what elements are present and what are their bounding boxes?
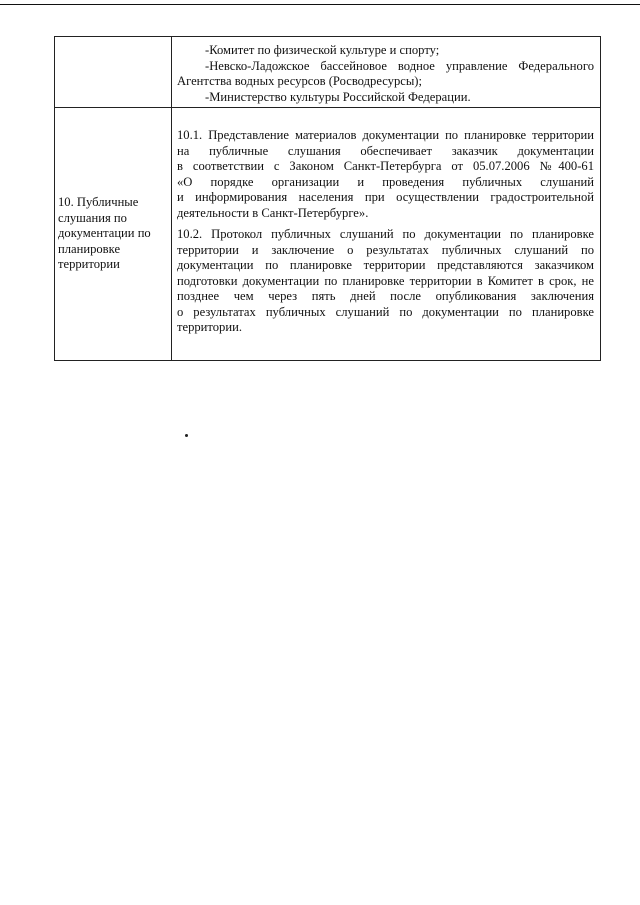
paragraph-line: и информирования населения при осуществлении градостроительной: [177, 190, 594, 204]
list-item-water-agency: -Невско-Ладожское бассейновое водное управление Федерального: [205, 58, 594, 73]
row-label-line: документации по: [58, 226, 151, 241]
paragraph-line: на публичные слушания обеспечивает заказчик документации: [177, 143, 594, 158]
paragraph-line: деятельности в Санкт-Петербурге».: [177, 205, 369, 220]
paragraph-line: территории и заключение о результатах публичных слушаний по: [177, 242, 594, 257]
list-item-water-agency-cont: Агентства водных ресурсов (Росводресурсы);: [177, 74, 422, 88]
paragraph-line: «О порядке организации и проведения публичных слушаний: [177, 174, 594, 189]
paragraph-line: подготовки документации по планировке территории в Комитет в срок, не: [177, 273, 594, 288]
paragraph-line: позднее чем через пять дней после опубликования заключения: [177, 289, 594, 303]
table-row: [55, 37, 601, 108]
paragraph-line: документации по планировке территории представляются заказчиком: [177, 258, 594, 272]
paragraph-line: 10.2. Протокол публичных слушаний по документации по планировке: [177, 227, 594, 241]
list-item-committee-sport: -Комитет по физической культуре и спорту;: [205, 43, 440, 57]
row1-body-cell: [172, 37, 601, 108]
paragraph-10-2: [177, 227, 594, 336]
row2-body-cell: [172, 108, 601, 361]
row-label-line: слушания по: [58, 210, 127, 225]
paragraph-10-1: [177, 128, 594, 221]
list-item-ministry-culture: -Министерство культуры Российской Федерации.: [205, 89, 471, 104]
paragraph-line: в соответствии с Законом Санкт-Петербурга от 05.07.2006 №400-61: [177, 159, 594, 173]
paragraph-line: территории.: [177, 320, 242, 334]
row-label-line: 10. Публичные: [58, 195, 139, 210]
table-row: [55, 108, 601, 361]
row1-label-cell: [55, 37, 172, 108]
top-rule: [0, 4, 640, 5]
row-label-line: планировке: [58, 241, 121, 256]
paragraph-line: 10.1. Представление материалов документации по планировке территории: [177, 128, 594, 142]
document-table: [54, 36, 601, 361]
paragraph-line: о результатах публичных слушаний по документации по планировке: [177, 304, 594, 319]
row-label-line: территории: [58, 257, 120, 272]
scan-speck: [185, 434, 188, 437]
row2-label-cell: [55, 108, 172, 361]
